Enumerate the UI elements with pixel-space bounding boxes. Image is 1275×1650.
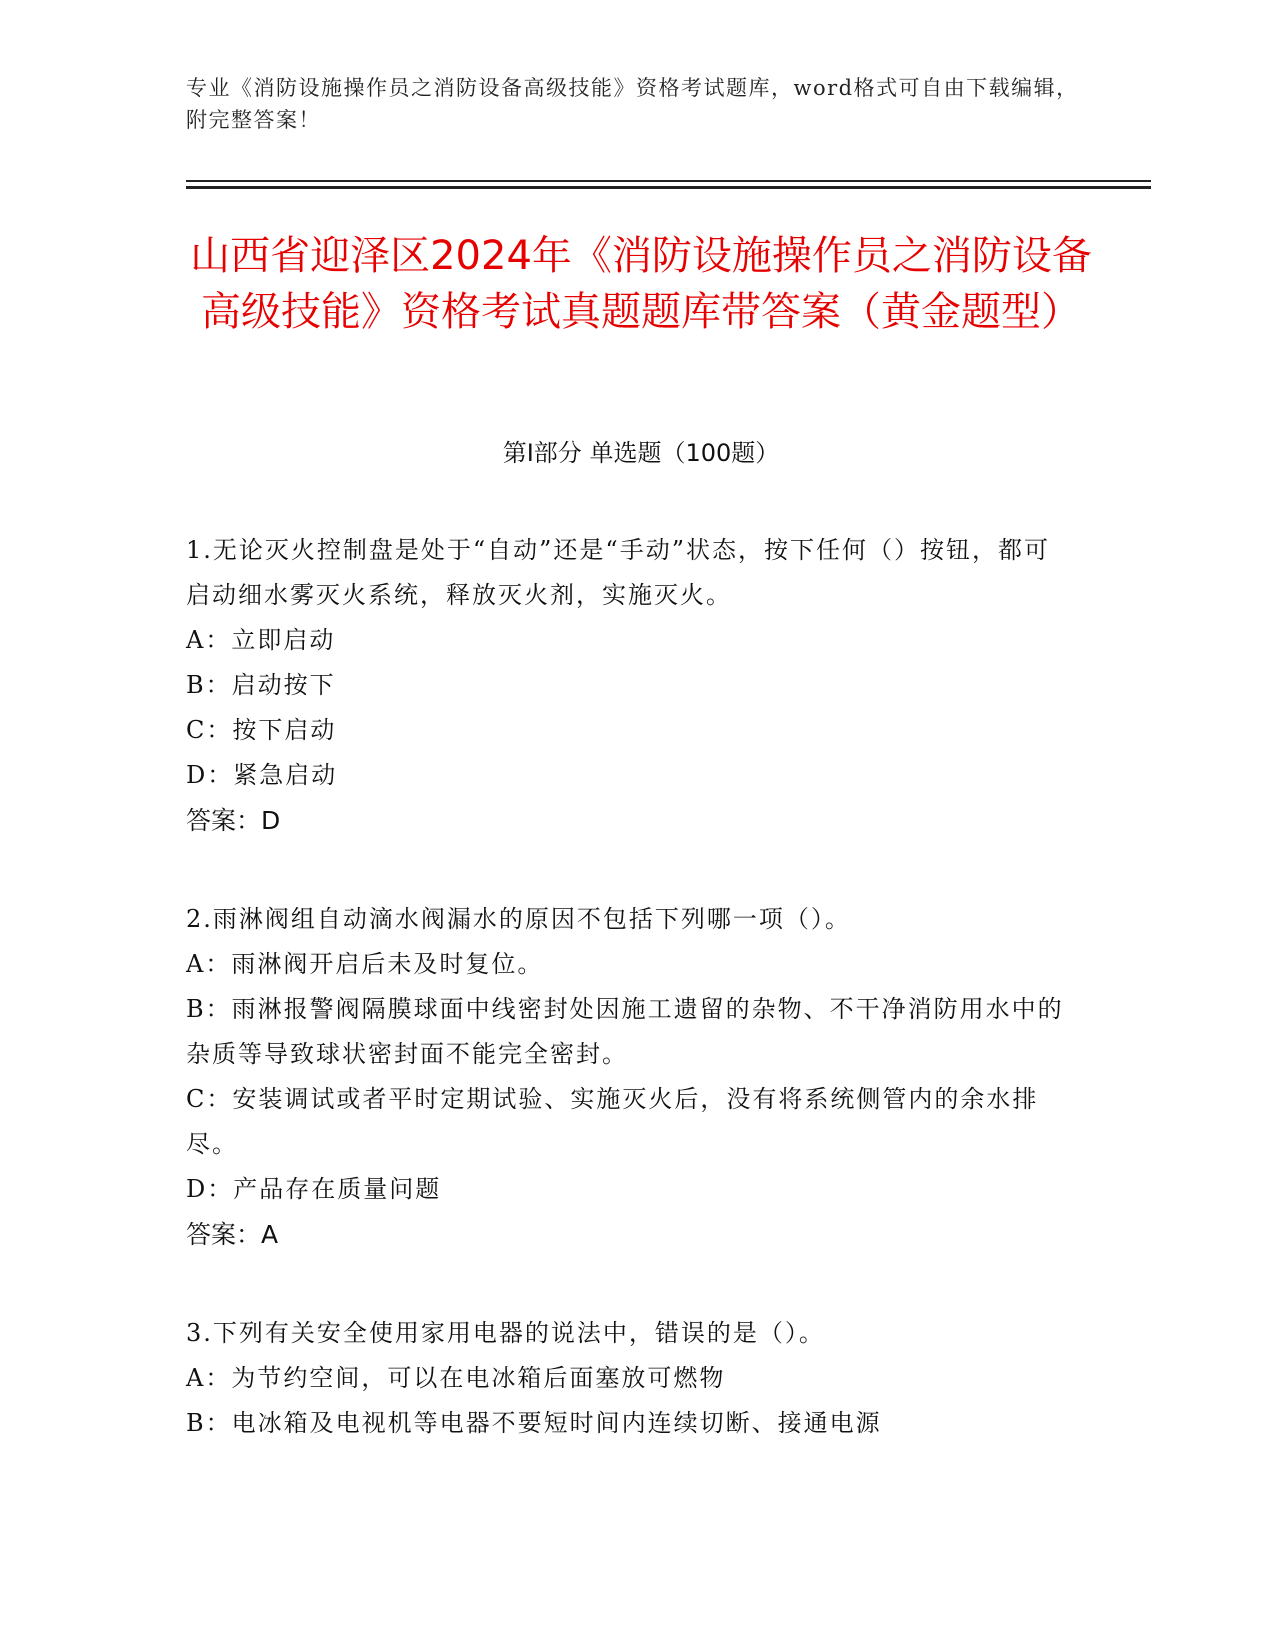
option-a: A：立即启动: [186, 626, 336, 654]
option-a: A：为节约空间，可以在电冰箱后面塞放可燃物: [186, 1364, 726, 1392]
option-c: C：安装调试或者平时定期试验、实施灭火后，没有将系统侧管内的余水排尽。: [186, 1085, 1039, 1158]
option-b: B：启动按下: [186, 671, 336, 699]
answer-line: 答案：D: [186, 806, 281, 835]
option-d: D：紧急启动: [186, 761, 338, 789]
option-b: B：电冰箱及电视机等电器不要短时间内连续切断、接通电源: [186, 1409, 882, 1437]
question-1: [186, 528, 1066, 843]
header-note: 专业《消防设施操作员之消防设备高级技能》资格考试题库，word格式可自由下载编辑，附完整答案！: [186, 76, 1079, 132]
option-a: A：雨淋阀开启后未及时复位。: [186, 950, 544, 978]
option-b: B：雨淋报警阀隔膜球面中线密封处因施工遗留的杂物、不干净消防用水中的杂质等导致球状密封面不能完全密封。: [186, 995, 1064, 1068]
question-3: [186, 1311, 1066, 1446]
answer-line: 答案：A: [186, 1220, 279, 1249]
question-2: [186, 897, 1066, 1257]
document-title: 山西省迎泽区2024年《消防设施操作员之消防设备高级技能》资格考试真题题库带答案（黄金题型）: [190, 233, 1092, 335]
header-divider-thin: [186, 180, 1151, 182]
question-stem: 1.无论灭火控制盘是处于“自动”还是“手动”状态，按下任何（）按钮，都可启动细水雾灭火系统，释放灭火剂，实施灭火。: [186, 536, 1050, 609]
option-d: D：产品存在质量问题: [186, 1175, 442, 1203]
question-list: [186, 528, 1066, 1500]
question-stem: 2.雨淋阀组自动滴水阀漏水的原因不包括下列哪一项（）。: [186, 905, 851, 933]
section-heading: 第Ⅰ部分 单选题（100题）: [502, 439, 780, 467]
header-divider-thick: [186, 186, 1151, 189]
question-stem: 3.下列有关安全使用家用电器的说法中，错误的是（）。: [186, 1319, 825, 1347]
option-c: C：按下启动: [186, 716, 337, 744]
